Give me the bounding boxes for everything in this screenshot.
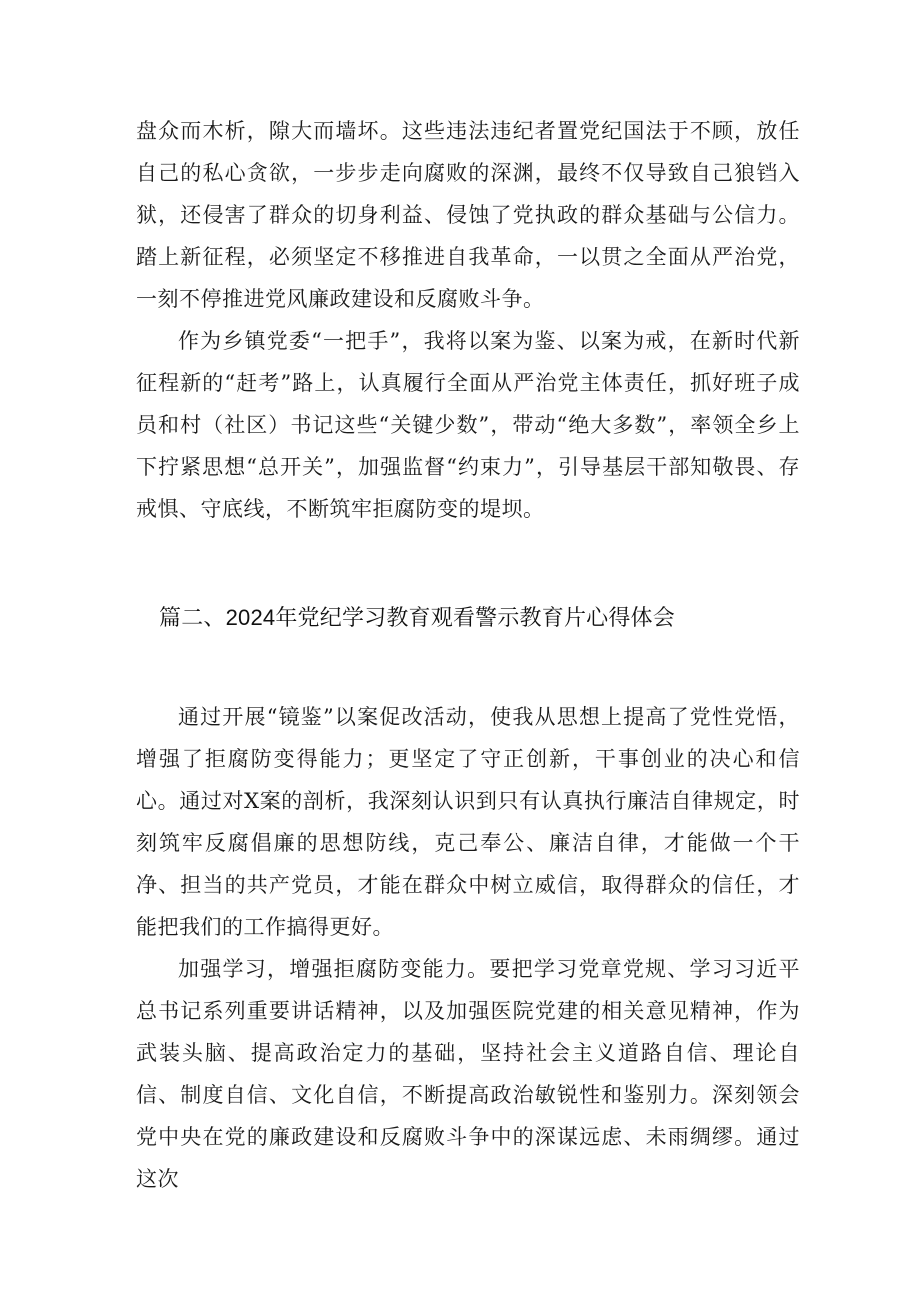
section2-body bbox=[136, 696, 800, 1200]
section-heading: 篇二、2024年党纪学习教育观看警示教育片心得体会 bbox=[159, 605, 675, 630]
paragraph: 作为乡镇党委“一把手”，我将以案为鉴、以案为戒，在新时代新征程新的“赶考”路上，认真履行全面从严治党主体责任，抓好班子成员和村（社区）书记这些“关键少数”，带动“绝大多数”，率领全乡上下拧紧思想“总开关”，加强监督“约束力”，引导基层干部知敬畏、存戒惧、守底线，不断筑牢拒腐防变的堤坝。 bbox=[136, 329, 800, 521]
paragraph: 盘众而木析，隙大而墙坏。这些违法违纪者置党纪国法于不顾，放任自己的私心贪欲，一步步走向腐败的深渊，最终不仅导致自己狼铛入狱，还侵害了群众的切身利益、侵蚀了党执政的群众基础与公信力。踏上新征程，必须坚定不移推进自我革命，一以贯之全面从严治党，一刻不停推进党风廉政建设和反腐败斗争。 bbox=[136, 119, 800, 311]
section1-body bbox=[136, 110, 800, 530]
paragraph: 通过开展“镜鉴”以案促改活动，使我从思想上提高了党性党悟，增强了拒腐防变得能力；更坚定了守正创新，干事创业的决心和信心。通过对X案的剖析，我深刻认识到只有认真执行廉洁自律规定，时刻筑牢反腐倡廉的思想防线，克己奉公、廉洁自律，才能做一个干净、担当的共产党员，才能在群众中树立威信，取得群众的信任，才能把我们的工作搞得更好。 bbox=[136, 705, 800, 939]
paragraph: 加强学习，增强拒腐防变能力。要把学习党章党规、学习习近平总书记系列重要讲话精神，以及加强医院党建的相关意见精神，作为武装头脑、提高政治定力的基础，坚持社会主义道路自信、理论自信、制度自信、文化自信，不断提高政治敏锐性和鉴别力。深刻领会党中央在党的廉政建设和反腐败斗争中的深谋远虑、未雨绸缪。通过这次 bbox=[136, 957, 800, 1191]
